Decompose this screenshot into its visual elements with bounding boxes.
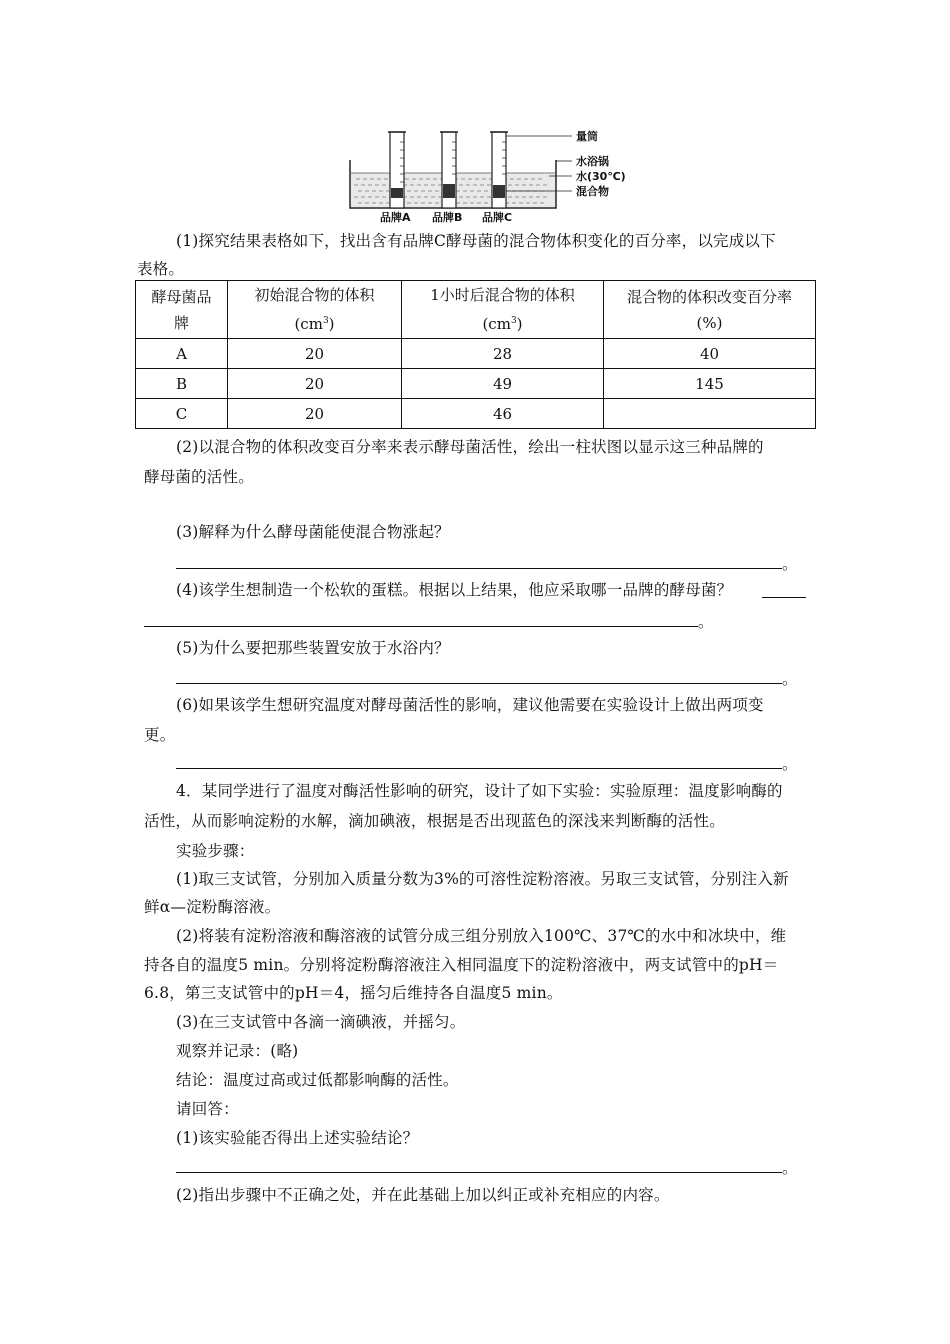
experiment-figure [344,124,644,224]
step3: (3)在三支试管中各滴一滴碘液，并摇匀。 [176,1013,466,1031]
q1-text-cont: 表格。 [137,260,185,278]
header-brand: 酵母菌品 牌 [136,281,228,339]
period: 。 [782,670,798,688]
label-mixture: 混合物 [576,185,609,198]
header-volume-after-1h: 1小时后混合物的体积 $(cm^3)$ [402,281,604,339]
table-row [136,339,816,369]
conclusion: 结论：温度过高或过低都影响酶的活性。 [176,1071,459,1089]
answer-prompt: 请回答： [176,1100,239,1118]
step1-line1: (1)取三支试管，分别加入质量分数为3%的可溶性淀粉溶液。另取三支试管，分别注入新 [176,870,789,888]
table-cell-empty [604,399,816,429]
q4-line1: (4)该学生想制造一个松软的蛋糕。根据以上结果，他应采取哪一品牌的酵母菌？ [176,581,733,599]
table-cell: 28 [402,339,604,369]
q3-text: (3)解释为什么酵母菌能使混合物涨起？ [176,523,450,541]
table-cell: 20 [228,399,402,429]
table-cell: 145 [604,369,816,399]
answer-blank-a1[interactable] [176,1172,782,1173]
step2-line3: 6.8，第三支试管中的pH＝4，摇匀后维持各自温度5 min。 [144,984,563,1002]
q2-line2: 酵母菌的活性。 [144,468,254,486]
table-cell: 40 [604,339,816,369]
period: 。 [782,755,798,773]
cylinder-b [440,132,458,208]
label-brand-b: 品牌B [432,211,463,224]
table-cell: A [136,339,228,369]
table-cell: 49 [402,369,604,399]
label-bath: 水浴锅 [576,155,609,168]
label-brand-a: 品牌A [380,211,411,224]
question-a1: (1)该实验能否得出上述实验结论？ [176,1129,419,1147]
label-water: 水(30℃) [576,170,626,183]
results-table [135,280,816,429]
step1-line2: 鲜α—淀粉酶溶液。 [144,898,281,916]
label-brand-c: 品牌C [482,211,513,224]
q1-text: (1)探究结果表格如下，找出含有品牌C酵母菌的混合物体积变化的百分率，以完成以下 [176,232,776,250]
table-cell: B [136,369,228,399]
cylinder-c [490,132,508,208]
steps-title: 实验步骤： [176,842,255,860]
header-percent-change: 混合物的体积改变百分率 (%) [604,281,816,339]
cylinder-a [388,132,406,208]
problem4-line2: 活性，从而影响淀粉的水解，滴加碘液，根据是否出现蓝色的深浅来判断酶的活性。 [144,812,725,830]
answer-blank-q5[interactable] [176,683,782,684]
observe-record: 观察并记录：(略) [176,1042,299,1060]
table-cell: 20 [228,339,402,369]
q5-text: (5)为什么要把那些装置安放于水浴内？ [176,639,450,657]
answer-blank-q4b[interactable] [144,626,698,627]
q6-line2: 更。 [144,726,176,744]
table-row [136,399,816,429]
header-initial-volume: 初始混合物的体积 $(cm^3)$ [228,281,402,339]
table-cell: 46 [402,399,604,429]
table-cell: C [136,399,228,429]
q6-line1: (6)如果该学生想研究温度对酵母菌活性的影响，建议他需要在实验设计上做出两项变 [176,696,764,714]
period: 。 [782,1159,798,1177]
step2-line2: 持各自的温度5 min。分别将淀粉酶溶液注入相同温度下的淀粉溶液中，两支试管中的pH＝ [144,956,779,974]
period: 。 [782,555,798,573]
step2-line1: (2)将装有淀粉溶液和酶溶液的试管分成三组分别放入100℃、37℃的水中和冰块中，维 [176,927,787,945]
answer-blank-q3[interactable] [176,568,782,569]
table-row [136,369,816,399]
table-header-row [136,281,816,339]
question-a2: (2)指出步骤中不正确之处，并在此基础上加以纠正或补充相应的内容。 [176,1186,670,1204]
answer-blank-q4a[interactable] [762,597,806,598]
answer-blank-q6[interactable] [176,768,782,769]
label-cylinder: 量筒 [576,130,598,143]
q2-line1: (2)以混合物的体积改变百分率来表示酵母菌活性，绘出一柱状图以显示这三种品牌的 [176,438,764,456]
problem4-line1: 4．某同学进行了温度对酶活性影响的研究，设计了如下实验：实验原理：温度影响酶的 [176,782,783,800]
table-cell: 20 [228,369,402,399]
period: 。 [698,613,714,631]
